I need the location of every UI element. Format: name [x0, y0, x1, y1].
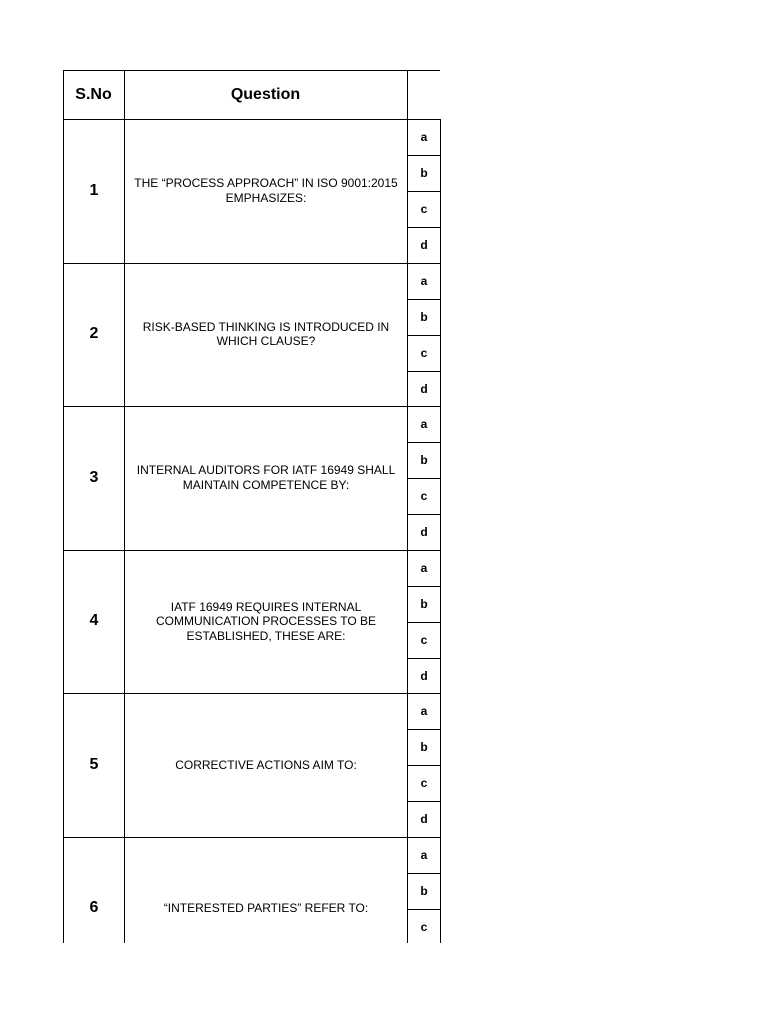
option-label: b	[420, 309, 428, 324]
option-label: d	[420, 381, 428, 396]
question-number: 5	[89, 755, 99, 773]
grid-line-horizontal	[63, 119, 440, 120]
grid-line-horizontal	[407, 765, 440, 766]
option-label: d	[420, 525, 428, 539]
grid-line-horizontal	[407, 478, 440, 479]
option-label: d	[420, 668, 428, 683]
option-label: b	[420, 453, 428, 467]
grid-line-horizontal	[407, 335, 440, 336]
option-label: d	[420, 812, 428, 826]
header-question: Question	[230, 85, 301, 103]
grid-line-horizontal	[407, 801, 440, 802]
question-text: IATF 16949 REQUIRES INTERNAL COMMUNICATION PROCESSES TO BE ESTABLISHED, THESE ARE:	[155, 599, 377, 643]
option-label: a	[420, 417, 428, 431]
option-label: d	[420, 238, 428, 252]
grid-line-horizontal	[407, 658, 440, 659]
option-label: b	[420, 740, 428, 754]
option-label: a	[420, 130, 428, 144]
grid-line-horizontal	[407, 909, 440, 910]
grid-line-horizontal	[63, 263, 440, 264]
grid-line-horizontal	[407, 371, 440, 372]
option-label: b	[420, 596, 428, 611]
question-text: CORRECTIVE ACTIONS AIM TO:	[175, 757, 357, 772]
question-text: RISK-BASED THINKING IS INTRODUCED IN WHICH CLAUSE?	[142, 319, 390, 349]
question-number: 2	[89, 325, 99, 343]
grid-line-horizontal	[63, 406, 440, 407]
option-label: b	[420, 883, 428, 898]
question-number: 6	[89, 899, 99, 917]
option-label: c	[420, 345, 428, 360]
grid-line-horizontal	[63, 693, 440, 694]
grid-line-horizontal	[407, 155, 440, 156]
grid-line-horizontal	[407, 514, 440, 515]
grid-line-horizontal	[407, 729, 440, 730]
grid-line-horizontal	[407, 873, 440, 874]
grid-line-horizontal	[407, 227, 440, 228]
question-text: INTERNAL AUDITORS FOR IATF 16949 SHALL MAINTAIN COMPETENCE BY:	[136, 463, 396, 492]
grid-line-horizontal	[407, 586, 440, 587]
option-label: c	[420, 489, 428, 503]
question-number: 3	[89, 468, 99, 486]
option-label: a	[420, 704, 428, 718]
question-number: 4	[89, 612, 99, 630]
grid-line-horizontal	[63, 550, 440, 551]
grid-line-vertical	[440, 119, 441, 943]
grid-line-horizontal	[63, 70, 440, 71]
grid-line-vertical	[407, 70, 408, 943]
option-label: c	[420, 919, 428, 934]
grid-line-horizontal	[63, 837, 440, 838]
question-number: 1	[89, 181, 99, 199]
option-label: c	[420, 632, 428, 647]
grid-line-vertical	[63, 70, 64, 943]
grid-line-horizontal	[407, 442, 440, 443]
option-label: a	[420, 560, 428, 575]
option-label: a	[420, 847, 428, 862]
option-label: a	[420, 273, 428, 288]
grid-line-horizontal	[407, 191, 440, 192]
option-label: c	[420, 202, 428, 216]
grid-line-vertical	[124, 70, 125, 943]
question-text: THE “PROCESS APPROACH” IN ISO 9001:2015 EMPHASIZES:	[134, 176, 398, 205]
grid-line-horizontal	[407, 622, 440, 623]
grid-line-horizontal	[407, 299, 440, 300]
option-label: b	[420, 166, 428, 180]
header-sno: S.No	[75, 85, 112, 103]
option-label: c	[420, 776, 428, 790]
question-text: “INTERESTED PARTIES” REFER TO:	[163, 901, 369, 915]
